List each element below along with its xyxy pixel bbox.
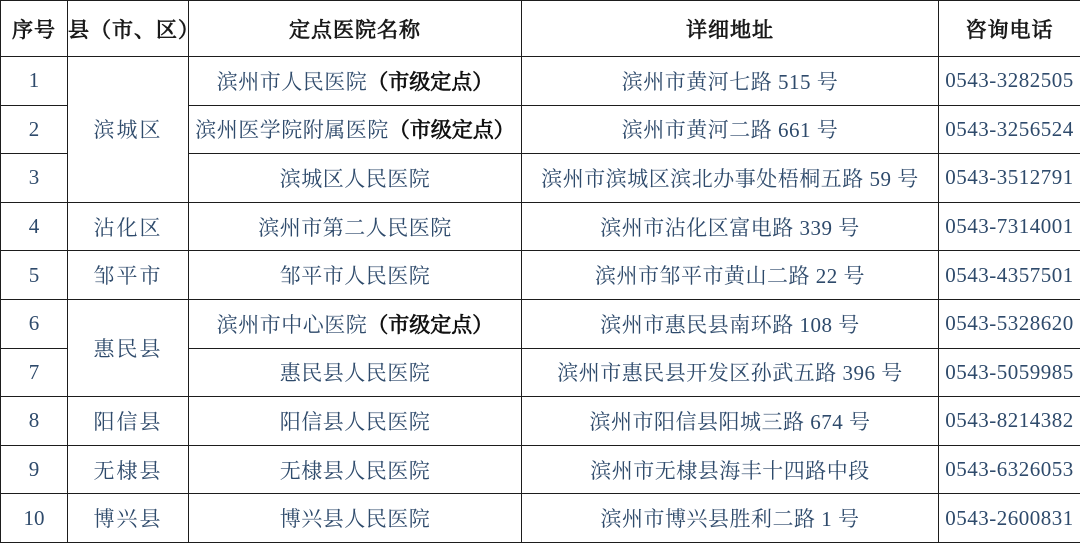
seq-cell: 10: [1, 494, 68, 543]
hospital-cell: [189, 154, 522, 203]
phone-cell: 0543-4357501: [939, 251, 1080, 300]
seq-cell: 6: [1, 299, 68, 348]
district-cell: 邹平市: [68, 251, 189, 300]
district-cell: 无棣县: [68, 445, 189, 494]
header-district: 县（市、区）: [68, 1, 189, 57]
hospital-name: 惠民县人民医院: [279, 361, 431, 386]
district-cell: 惠民县: [68, 299, 189, 396]
address-cell: 滨州市邹平市黄山二路 22 号: [522, 251, 939, 300]
table-row: [1, 494, 1080, 543]
hospital-city-level-tag: （市级定点）: [388, 119, 515, 143]
table-row: [1, 397, 1080, 446]
phone-cell: 0543-3282505: [939, 57, 1080, 106]
phone-cell: 0543-3256524: [939, 105, 1080, 154]
seq-cell: 5: [1, 251, 68, 300]
header-address: 详细地址: [522, 1, 939, 57]
address-cell: 滨州市博兴县胜利二路 1 号: [522, 494, 939, 543]
seq-cell: 3: [1, 154, 68, 203]
table-body: [1, 57, 1080, 543]
address-cell: 滨州市沾化区富电路 339 号: [522, 202, 939, 251]
seq-cell: 9: [1, 445, 68, 494]
address-cell: 滨州市黄河二路 661 号: [522, 105, 939, 154]
seq-cell: 1: [1, 57, 68, 106]
address-cell: 滨州市惠民县开发区孙武五路 396 号: [522, 348, 939, 397]
hospital-cell: [189, 494, 522, 543]
hospital-name: 阳信县人民医院: [279, 409, 431, 434]
hospital-cell: [189, 445, 522, 494]
table-row: [1, 202, 1080, 251]
phone-cell: 0543-7314001: [939, 202, 1080, 251]
phone-cell: 0543-5059985: [939, 348, 1080, 397]
address-cell: 滨州市黄河七路 515 号: [522, 57, 939, 106]
hospital-cell: [189, 348, 522, 397]
hospital-name: 滨州医学院附属医院: [195, 118, 389, 143]
seq-cell: 8: [1, 397, 68, 446]
table-row: [1, 299, 1080, 348]
hospital-name: 无棣县人民医院: [279, 458, 431, 483]
hospital-cell: [189, 57, 522, 106]
hospital-name: 邹平市人民医院: [279, 264, 431, 289]
phone-cell: 0543-6326053: [939, 445, 1080, 494]
table-row: [1, 57, 1080, 106]
hospital-name: 滨州市人民医院: [216, 69, 368, 94]
address-cell: 滨州市无棣县海丰十四路中段: [522, 445, 939, 494]
address-cell: 滨州市惠民县南环路 108 号: [522, 299, 939, 348]
table-row: [1, 445, 1080, 494]
district-cell: 沾化区: [68, 202, 189, 251]
hospital-city-level-tag: （市级定点）: [367, 313, 494, 337]
hospital-city-level-tag: （市级定点）: [367, 70, 494, 94]
header-seq: 序号: [1, 1, 68, 57]
hospital-name: 滨州市第二人民医院: [258, 215, 452, 240]
district-cell: 滨城区: [68, 57, 189, 203]
hospital-cell: [189, 251, 522, 300]
hospital-cell: [189, 105, 522, 154]
district-cell: 博兴县: [68, 494, 189, 543]
hospital-cell: [189, 397, 522, 446]
address-cell: 滨州市阳信县阳城三路 674 号: [522, 397, 939, 446]
table-row: [1, 251, 1080, 300]
table-header: [1, 1, 1080, 57]
header-phone: 咨询电话: [939, 1, 1080, 57]
seq-cell: 2: [1, 105, 68, 154]
phone-cell: 0543-3512791: [939, 154, 1080, 203]
header-row: [1, 1, 1080, 57]
hospital-cell: [189, 299, 522, 348]
header-hospital: 定点医院名称: [189, 1, 522, 57]
address-cell: 滨州市滨城区滨北办事处梧桐五路 59 号: [522, 154, 939, 203]
hospital-name: 滨城区人民医院: [279, 166, 431, 191]
hospital-cell: [189, 202, 522, 251]
seq-cell: 7: [1, 348, 68, 397]
hospital-name: 滨州市中心医院: [216, 312, 368, 337]
phone-cell: 0543-5328620: [939, 299, 1080, 348]
phone-cell: 0543-2600831: [939, 494, 1080, 543]
seq-cell: 4: [1, 202, 68, 251]
phone-cell: 0543-8214382: [939, 397, 1080, 446]
district-cell: 阳信县: [68, 397, 189, 446]
hospital-name: 博兴县人民医院: [279, 507, 431, 532]
